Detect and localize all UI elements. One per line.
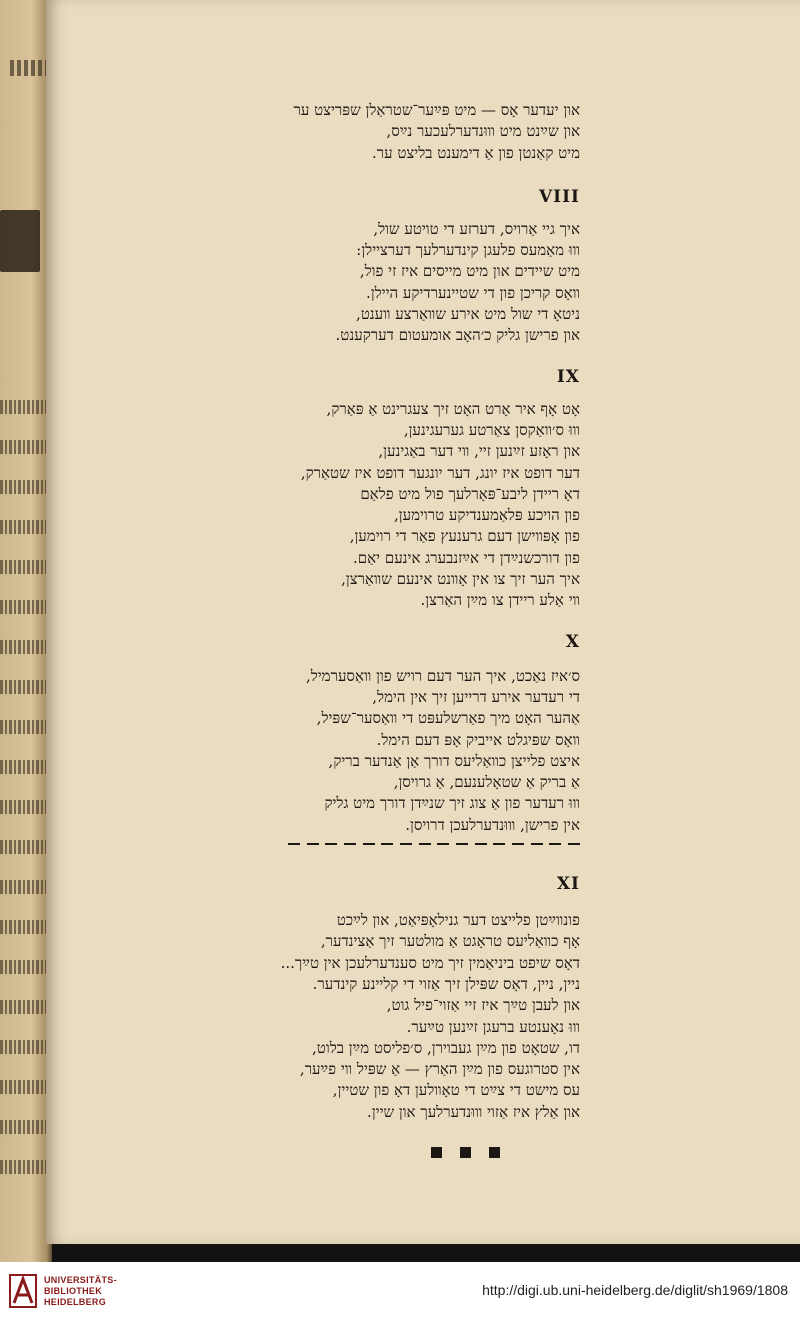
poem-line: דו, שטאָט פון מײַן געבוירן, ס׳פליסט מײַן בלוט, [312, 1038, 580, 1057]
square-ornament-icon [489, 1147, 500, 1158]
poem-line: די רעדער אירע דרייען זיך אין הימל, [372, 687, 580, 706]
poem-line: איך גיי אַרויס, דערזע די טויטע שול, [373, 219, 580, 238]
poem-line: װאָס שפּיגלט אייביק אָפּ דעם הימל. [376, 730, 580, 749]
library-name[interactable] [44, 1275, 117, 1308]
poem-line: ס׳איז נאַכט, איך הער דעם רויש פון װאַסערמיל, [305, 666, 580, 685]
book-page [46, 0, 800, 1244]
section-numeral-xi: XI [556, 874, 580, 895]
poem-line: אין סטרוגעס פון מײַן האַרץ — אַ שפּיל װי פײַער, [299, 1060, 580, 1079]
poem-line: איך הער זיך צו אין אָװנט אינעם שװאַרצן, [341, 570, 580, 589]
square-ornament-icon [431, 1147, 442, 1158]
poem-line: ניין, ניין, דאָס שפּילן זיך אַזוי די קליינע קינדער. [312, 974, 580, 993]
poem-line: װי אַלע ריידן צו מײַן האַרצן. [420, 591, 580, 610]
university-logo-icon[interactable] [8, 1273, 38, 1309]
library-name-line: HEIDELBERG [44, 1297, 107, 1307]
poem-line: דאָ ריידן ליבע־פּאָרלעך פול מיט פלאַם [360, 484, 580, 503]
poem-line: אָף כװאַליעס טראָגט אַ מולטער זיך אַצינדער, [320, 932, 580, 951]
poem-text [196, 100, 580, 1158]
poem-line: און ראָזע זײַנען זיי, װי דער באַגינען, [378, 442, 580, 461]
previous-page-edge [0, 0, 52, 1262]
poem-line: דאָס שיפט ביניאַמין זיך מיט סענדערלעכן אין טײַך... [280, 953, 580, 972]
opening-stanza [196, 100, 580, 164]
section-numeral-x: X [565, 631, 580, 652]
poem-line: און פרישן גליק כ׳האָב אומעטום דערקענט. [335, 326, 580, 345]
section-xi-stanza [196, 910, 580, 1123]
poem-line: מיט שיידים און מיט מייסים איז זי פול, [359, 262, 580, 281]
square-ornament-icon [460, 1147, 471, 1158]
poem-line: איצט פלייצן כװאַליעס דורך אַן אַנדער בריק, [328, 751, 580, 770]
poem-line: און לעבן טײַך איז זיי אַזוי־פיל גוט, [386, 996, 580, 1015]
poem-line: עס מישט די צײַט די טאָװלען דאָ פון שטיין, [332, 1081, 580, 1100]
permalink-url[interactable]: http://digi.ub.uni-heidelberg.de/diglit/sh1969/1808 [482, 1282, 788, 1298]
library-name-line: UNIVERSITÄTS- [44, 1275, 117, 1285]
poem-line: ניטאָ די שול מיט אירע שװאַרצע װענט, [355, 305, 580, 324]
end-ornament [410, 1147, 520, 1158]
poem-line: אין פרישן, װוּנדערלעכן דרויסן. [405, 815, 580, 834]
poem-line: פון אָפּװישן דעם גרענעץ פאַר די רוימען, [349, 527, 580, 546]
poem-line: װוּ ס׳װאַקסן צאַרטע גערעגינען, [403, 420, 580, 439]
viewer-footer [0, 1262, 800, 1321]
poem-line: אַ בריק אַ שטאָלענעם, אַ גרויסן, [393, 773, 580, 792]
section-x-stanza [196, 666, 580, 836]
dashed-separator [288, 840, 580, 848]
poem-line: װוּ רעדער פון אַ צוג זיך שנײַדן דורך מיט גליק [324, 794, 580, 813]
poem-line: און שײַנט מיט װוּנדערלעכער נײַס, [386, 122, 580, 141]
poem-line: און אַלץ איז אַזוי װוּנדערלעך און שיין. [367, 1102, 580, 1121]
poem-line: אָט אָף איר אָרט האָט זיך צעגרינט אַ פּאַרק, [326, 399, 580, 418]
poem-line: אַהער האָט מיך פאַרשלעפּט די װאַסער־שפּיל, [316, 709, 580, 728]
poem-line: מיט קאַנטן פון אַ דימענט בליצט ער. [372, 143, 580, 162]
poem-line: װוּ מאַמעס פלעגן קינדערלעך דערציילן: [356, 241, 580, 260]
poem-line: פון דורכשנײַדן די אײַזנבערג אינעם יאַם. [353, 548, 580, 567]
section-viii-stanza [196, 219, 580, 347]
poem-line: פון הויכע פּלאַמענדיקע טרוימען, [393, 506, 580, 525]
poem-line: און יעדער אָס — מיט פּײַער־שטראַלן שפּריצט ער [293, 101, 580, 119]
library-name-line: BIBLIOTHEK [44, 1286, 102, 1296]
poem-line: דער דופט איז יונג, דער יונגער דופט איז שטאַרק, [300, 463, 580, 482]
section-numeral-viii: VIII [538, 186, 580, 207]
section-ix-stanza [196, 399, 580, 612]
poem-line: װוּ נאָענטע ברעגן זײַנען טײַער. [406, 1017, 580, 1036]
poem-line: װאָס קריכן פון די שטיינערדיקע היילן. [366, 283, 580, 302]
section-numeral-ix: IX [556, 366, 580, 387]
poem-line: פונװײַטן פלייצט דער גנילאָפּיאַט, און לײַכט [336, 911, 580, 930]
